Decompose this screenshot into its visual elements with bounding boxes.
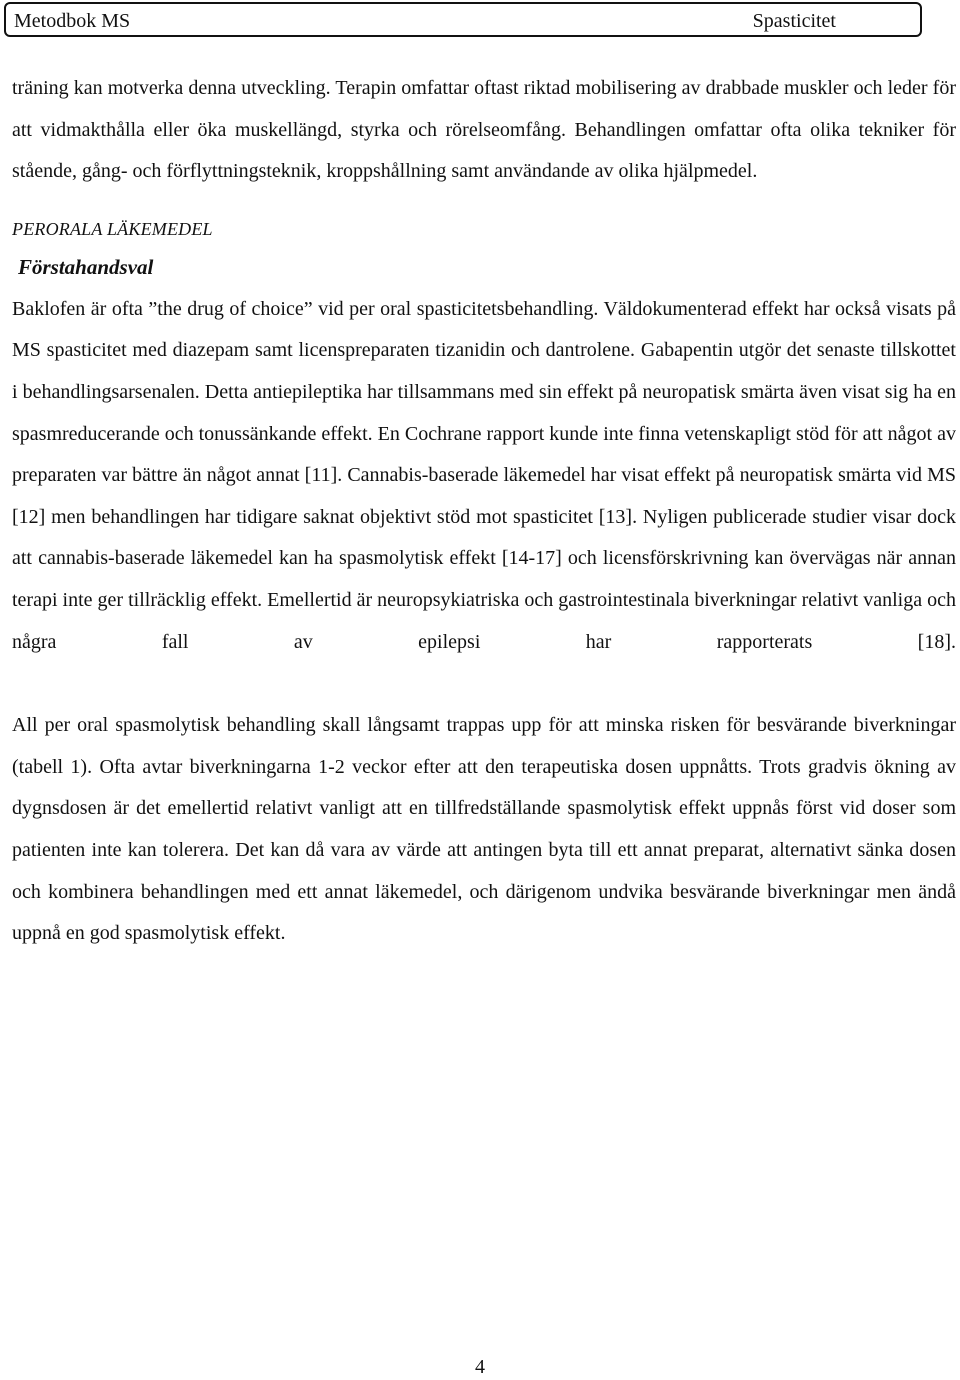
body-paragraph-first-line-treatment: Baklofen är ofta ”the drug of choice” vid per oral spasticitetsbehandling. Väldokumenterad effekt har också visats på MS spasticitet med diazepam samt licenspreparaten tizanidin och dantrolene. Gabapentin utgör det senaste tillskottet i behandlingsarsenalen. Detta antiepileptika har tillsammans med sin effekt på neuropatisk smärta även visat sig ha en spasmreducerande och tonussänkande effekt. En Cochrane rapport kunde inte finna vetenskapligt stöd för att något av preparaten var bättre än något annat [11]. Cannabis-baserade läkemedel har visat effekt på neuropatisk smärta vid MS [12] men behandlingen har tidigare saknat objektivt stöd mot spasticitet [13]. Nyligen publicerade studier visar dock att cannabis-baserade läkemedel kan ha spasmolytisk effekt [14-17] och licensförskrivning kan övervägas när annan terapi inte ger tillräcklig effekt. Emellertid är neuropsykiatriska och gastrointestinala biverkningar relativt vanliga och några fall av epilepsi har rapporterats [18]. [12, 297, 956, 653]
page-number: 4 [475, 1356, 485, 1378]
page-content [12, 68, 956, 955]
header-document-title: Metodbok MS [14, 10, 131, 32]
paragraph-spacer [12, 663, 956, 705]
body-paragraph-dose-titration: All per oral spasmolytisk behandling skall långsamt trappas upp för att minska risken för besvärande biverkningar (tabell 1). Ofta avtar biverkningarna 1-2 veckor efter att den terapeutiska dosen uppnåtts. Trots gradvis ökning av dygnsdosen är det emellertid relativt vanligt att en tillfredställande spasmolytisk effekt uppnås först vid doser som patienten inte kan tolerera. Det kan då vara av värde att antingen byta till ett annat preparat, alternativt sänka dosen och kombinera behandlingen med ett annat läkemedel, och därigenom undvika besvärande biverkningar men ändå uppnå en god spasmolytisk effekt. [12, 714, 956, 945]
subsection-heading: Förstahandsval [18, 254, 154, 279]
header-chapter-title: Spasticitet [752, 10, 836, 32]
section-heading: PERORALA LÄKEMEDEL [12, 218, 213, 239]
running-header [4, 2, 922, 37]
intro-paragraph: träning kan motverka denna utveckling. Terapin omfattar oftast riktad mobilisering av drabbade muskler och leder för att vidmakthålla eller öka muskellängd, styrka och rörelseomfång. Behandlingen omfattar ofta olika tekniker för stående, gång- och förflyttningsteknik, kroppshållning samt användande av olika hjälpmedel. [12, 77, 956, 183]
